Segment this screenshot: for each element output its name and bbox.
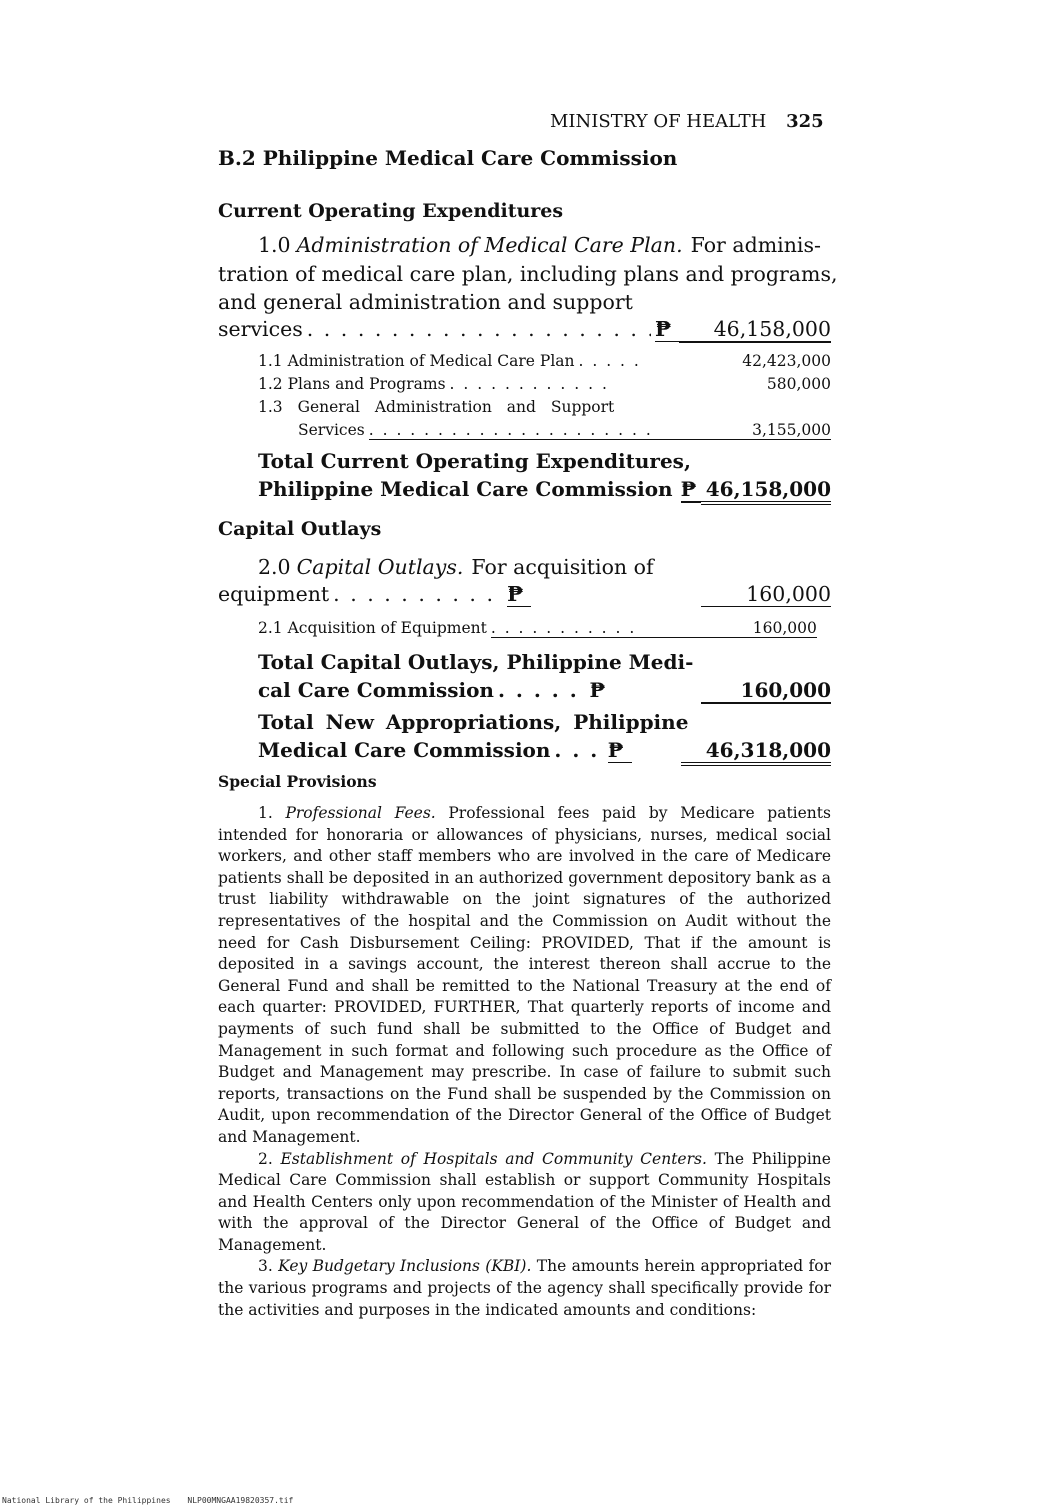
grand-total-line2: Medical Care Commission [258, 738, 551, 762]
current-item-number: 1.0 [258, 233, 291, 257]
current-subitems [258, 352, 831, 447]
footer-file: NLP00MNGAA19820357.tif [187, 1496, 294, 1505]
provision-2-title: Establishment of Hospitals and Community Centers. [280, 1149, 707, 1168]
peso-sign: ₱ [655, 317, 679, 342]
capital-total-line2: cal Care Commission [258, 678, 494, 702]
grand-total-amount: 46,318,000 [681, 738, 831, 766]
subitem-1-2-label: 1.2 Plans and Programs [258, 375, 446, 393]
special-provisions-body [218, 803, 831, 1321]
subitem-1-3-label: 1.3 General Administration and Support [258, 398, 615, 416]
page-number: 325 [786, 111, 824, 132]
capital-total-amount: 160,000 [701, 678, 831, 704]
capital-item-title: Capital Outlays. [296, 555, 464, 579]
provision-3-title: Key Budgetary Inclusions (KBI). [278, 1257, 532, 1276]
current-total-line2: Philippine Medical Care Commission [258, 477, 673, 501]
provision-1-text: Professional fees paid by Medicare patients intended for honoraria or allowances of physicians, nurses, medical social workers, and other staff members who are involved in the care of Medicare patients shall be deposited in an authorized government depository bank as a trust liability withdrawable on the joint signatures of the authorized representatives of the hospital and the Commission on Audit without the need for Cash Disbursement Ceiling: PROVIDED, That if the amount is deposited in a savings account, the interest thereon shall accrue to the General Fund and shall be remitted to the National Treasury at the end of each quarter: PROVIDED, FURTHER, That quarterly reports of income and payments of such fund shall be submitted to the Office of Budget and Management in such format and following such procedure as the Office of Budget and Management may prescribe. In case of failure to submit such reports, transactions on the Fund shall be suspended by the Commission on Audit, upon recommendation of the Director General of the Office of Budget and Management. [218, 804, 831, 1146]
current-item-block [218, 233, 838, 353]
provision-3-text: The amounts herein appropriated for the various programs and projects of the agency shall specifically provide for the activities and purposes in the indicated amounts and conditions: [218, 1257, 831, 1319]
current-total-line1: Total Current Operating Expenditures, [258, 449, 691, 473]
current-item-amount: 46,158,000 [679, 317, 831, 343]
provision-1-number: 1. [258, 804, 273, 822]
current-item-services-label: services [218, 317, 303, 341]
subitem-1-3-label-line2: Services [298, 421, 365, 439]
subitem-1-1-amount: 42,423,000 [742, 352, 831, 370]
provision-2-number: 2. [258, 1149, 273, 1168]
capital-item-amount: 160,000 [701, 582, 831, 607]
current-total [258, 449, 831, 509]
section-title: B.2 Philippine Medical Care Commission [218, 146, 678, 170]
provision-1-title: Professional Fees. [285, 804, 436, 822]
scan-footer [2, 1496, 293, 1505]
current-item-line2: tration of medical care plan, including plans and programs, [218, 262, 838, 286]
subitem-2-1-label: 2.1 Acquisition of Equipment [258, 619, 487, 637]
subitem-1-1-label: 1.1 Administration of Medical Care Plan [258, 352, 575, 370]
peso-sign: ₱ [589, 678, 606, 702]
provision-2-text: The Philippine Medical Care Commission shall establish or support Community Hospitals and Health Centers only upon recommendation of the Minister of Health and with the approval of the Director General of the Office of Budget and Management. [218, 1149, 831, 1254]
subitem-1-2-amount: 580,000 [766, 375, 831, 393]
provision-3-number: 3. [258, 1257, 273, 1276]
provision-1 [218, 803, 831, 1149]
capital-item-number: 2.0 [258, 555, 291, 579]
grand-total-line1: Total New Appropriations, Philippine [258, 710, 689, 734]
grand-total [258, 710, 831, 772]
peso-sign: ₱ [681, 477, 702, 503]
peso-sign: ₱ [608, 738, 632, 763]
peso-sign: ₱ [507, 582, 531, 607]
running-head-title: MINISTRY OF HEALTH [550, 111, 767, 132]
running-head [550, 111, 824, 132]
subitem-1-3-amount: 3,155,000 [655, 421, 831, 440]
current-item-line1: For adminis- [690, 233, 821, 257]
capital-total [258, 650, 831, 710]
current-total-amount: 46,158,000 [701, 477, 831, 505]
special-provisions-heading: Special Provisions [218, 772, 377, 791]
current-item-line3: and general administration and support [218, 290, 633, 314]
current-heading: Current Operating Expenditures [218, 200, 564, 222]
subitem-2-1-amount: 160,000 [641, 619, 817, 638]
capital-heading: Capital Outlays [218, 518, 382, 540]
capital-item-line1: For acquisition of [471, 555, 654, 579]
provision-3 [218, 1256, 831, 1321]
provision-2 [218, 1149, 831, 1257]
footer-source: National Library of the Philippines [2, 1496, 171, 1505]
current-item-title: Administration of Medical Care Plan. [296, 233, 683, 257]
capital-item-equipment-label: equipment [218, 582, 330, 606]
capital-total-line1: Total Capital Outlays, Philippine Medi- [258, 650, 694, 674]
capital-subitem [258, 619, 831, 643]
capital-item-block [218, 555, 831, 615]
